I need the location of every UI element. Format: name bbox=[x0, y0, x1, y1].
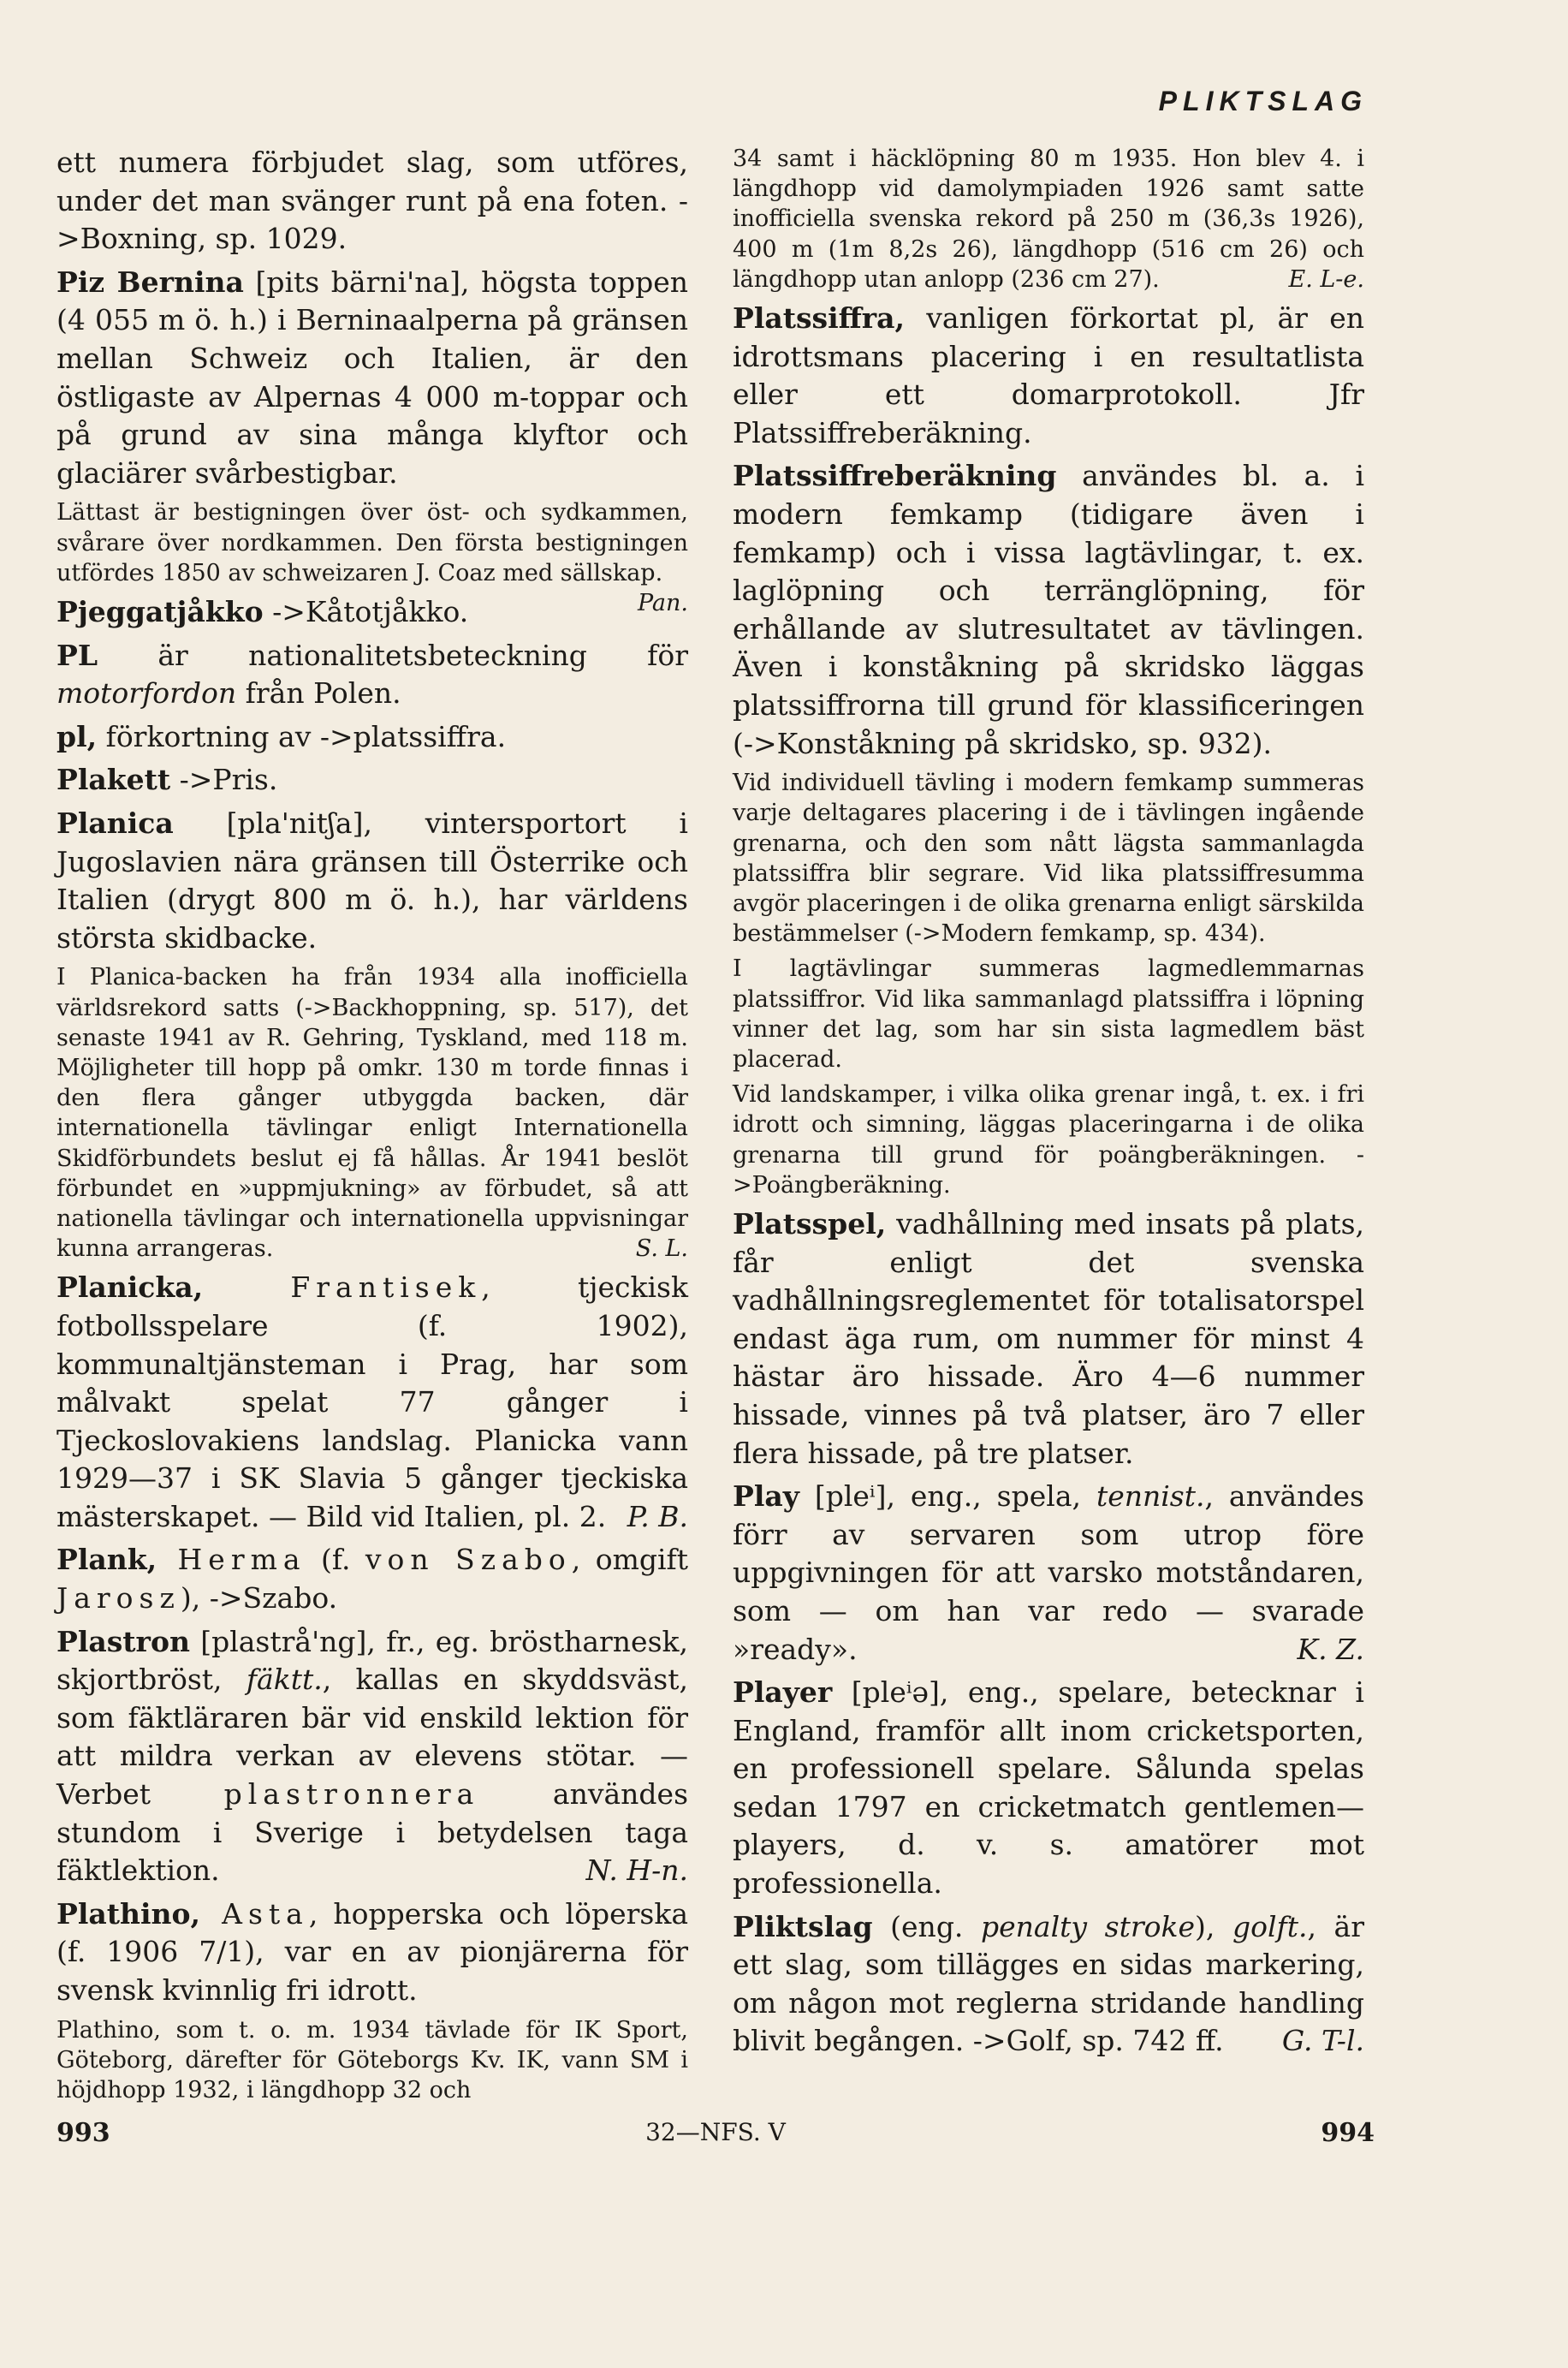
note-text: Plathino, som t. o. m. 1934 tävlade för IK Sport, Göteborg, därefter för Göteborgs Kv. IK, vann SM i höjdhopp 1932, i längdhopp 32 och bbox=[56, 2016, 688, 2104]
headword: Plakett bbox=[56, 763, 171, 797]
entry-text: , användes förr av servaren som utrop före uppgivningen för att varsko motståndaren, som — om han var redo — svarade »ready». bbox=[733, 1479, 1364, 1666]
entry-text: [pla'nitʃa], vintersportort i Jugoslavien nära gränsen till Österrike och Italien (drygt 800 m ö. h.), har världens största skidbacke. bbox=[56, 806, 688, 955]
entry-text: [pleⁱ], eng., spela, bbox=[799, 1479, 1096, 1514]
running-head: PLIKTSLAG bbox=[1158, 86, 1368, 116]
note-platssiffreberakning-3 bbox=[733, 1080, 1364, 1200]
entry-text: tjeckisk fotbollsspelare (f. 1902), kommunaltjänsteman i Prag, har som målvakt spelat 77 gånger i Tjeckoslovakiens landslag. Planicka vann 1929—37 i SK Slavia 5 gånger tjeckiska mästerskapet. — Bild vid Italien, pl. 2. bbox=[56, 1270, 688, 1533]
author-signature: E. L-e. bbox=[1288, 265, 1364, 293]
entry-text: ->Pris. bbox=[170, 763, 278, 797]
headword: Play bbox=[733, 1479, 799, 1514]
person-name: Herma bbox=[157, 1543, 306, 1577]
entry-text: ), bbox=[1195, 1909, 1232, 1943]
entry-text: (f. bbox=[306, 1543, 365, 1577]
entry-planicka bbox=[56, 1269, 688, 1536]
note-planica bbox=[56, 962, 688, 1264]
entry-text: användes stundom i Sverige i betydelsen taga fäktlektion. bbox=[56, 1777, 688, 1888]
headword: Plathino, bbox=[56, 1896, 200, 1931]
entry-text: , omgift bbox=[571, 1543, 689, 1577]
headword: Pjeggatjåkko bbox=[56, 594, 264, 628]
entry-text: ->Kåtotjåkko. bbox=[263, 594, 469, 628]
headword: Player bbox=[733, 1675, 833, 1710]
note-text: 34 samt i häcklöpning 80 m 1935. Hon blev 4. i längdhopp vid damolympiaden 1926 samt satte inofficiella svenska rekord på 250 m (36,3s 1926), 400 m (1m 8,2s 26), längdhopp (516 cm 26) och längdhopp utan anlopp (236 cm 27). bbox=[733, 146, 1364, 293]
author-signature: G. T-l. bbox=[1281, 2024, 1364, 2058]
entry-pl bbox=[56, 637, 688, 713]
entry-italic: golft. bbox=[1232, 1909, 1308, 1943]
right-column bbox=[733, 144, 1364, 2066]
author-signature: Pan. bbox=[637, 589, 688, 616]
note-plathino bbox=[56, 2015, 688, 2106]
entry-plank bbox=[56, 1541, 688, 1617]
entry-planica bbox=[56, 805, 688, 957]
page-number-left: 993 bbox=[56, 2118, 110, 2148]
entry-text: [plastrå'ng], fr., eg. bröstharnesk, skjortbröst, bbox=[56, 1624, 688, 1697]
entry-piz-bernina bbox=[56, 264, 688, 493]
entry-platsspel bbox=[733, 1205, 1364, 1473]
entry-text: är nationalitetsbeteckning för bbox=[98, 638, 688, 672]
person-name: Jarosz bbox=[56, 1581, 181, 1615]
headword: Platssiffra, bbox=[733, 301, 906, 336]
entry-text: (eng. bbox=[872, 1909, 982, 1943]
entry-italic: penalty stroke bbox=[981, 1909, 1195, 1943]
note-text: Vid individuell tävling i modern femkamp summeras varje deltagares placering i de i tävlingen ingående grenarna, och den som nått lägsta sammanlagda platssiffra blir segrare. Vid lika platssiffresumma avgör placeringen i de olika grenarna enligt särskilda bestämmelser (->Modern femkamp, sp. 434). bbox=[733, 770, 1364, 948]
note-text: I lagtävlingar summeras lagmedlemmarnas platssiffror. Vid lika sammanlagd platssiffra i löpning vinner det lag, som har sin sista lagmedlem bäst placerad. bbox=[733, 955, 1364, 1073]
author-signature: N. H-n. bbox=[585, 1853, 688, 1888]
entry-text: ), ->Szabo. bbox=[180, 1581, 338, 1615]
entry-italic: fäktt. bbox=[246, 1663, 323, 1697]
entry-play bbox=[733, 1478, 1364, 1669]
headword: Planicka, bbox=[56, 1270, 204, 1305]
left-column bbox=[56, 144, 688, 2110]
entry-text: [pits bärni'na], högsta toppen (4 055 m ö. h.) i Berninaalperna på gränsen mellan Schweiz och Italien, är den östligaste av Alpernas 4 000 m-toppar och på grund av sina många klyftor och glaciärer svårbestigbar. bbox=[56, 265, 688, 490]
entry-text: , kallas en skyddsväst, som fäktläraren bär vid enskild lektion för att mildra verkan av elevens stötar. — Verbet bbox=[56, 1663, 688, 1812]
entry-player bbox=[733, 1674, 1364, 1903]
entry-text: [pleⁱə], eng., spelare, betecknar i England, framför allt inom cricketsporten, en professionell spelare. Sålunda spelas sedan 1797 en cricketmatch gentlemen—players, d. v. s. amatörer mot professionella. bbox=[733, 1675, 1364, 1901]
entry-pl-abbrev bbox=[56, 718, 688, 757]
page-number-right: 994 bbox=[1321, 2118, 1375, 2148]
entry-plastron bbox=[56, 1623, 688, 1890]
headword: PL bbox=[56, 638, 98, 672]
headword: Platssiffreberäkning bbox=[733, 459, 1057, 493]
headword: Pliktslag bbox=[733, 1909, 873, 1943]
entry-italic: motorfordon bbox=[56, 676, 237, 711]
entry-text: , är ett slag, som tillägges en sidas markering, om någon mot reglerna stridande handling blivit begången. ->Golf, sp. 742 ff. bbox=[733, 1909, 1364, 2058]
note-text: Vid landskamper, i vilka olika grenar ingå, t. ex. i fri idrott och simning, läggas placeringarna i de olika grenarna till grund för poängberäkningen. ->Poängberäkning. bbox=[733, 1081, 1364, 1199]
entry-italic: tennist. bbox=[1096, 1479, 1205, 1514]
entry-platssiffra bbox=[733, 300, 1364, 452]
note-text: I Planica-backen ha från 1934 alla inofficiella världsrekord satts (->Backhoppning, sp. 517), det senaste 1941 av R. Gehring, Tyskland, med 118 m. Möjligheter till hopp på omkr. 130 m torde finnas i den flera gånger utbyggda backen, där internationella tävlingar enligt Internationella Skidförbundets beslut ej få hållas. År 1941 beslöt förbundet en »uppmjukning» av förbudet, så att nationella tävlingar och internationella uppvisningar kunna arrangeras. bbox=[56, 964, 688, 1263]
entry-text: användes bl. a. i modern femkamp (tidigare även i femkamp) och i vissa lagtävlingar, t. ex. laglöpning och terränglöpning, för erhållande av slutresultatet av tävlingen. Även i konståkning på skridsko läggas platssiffrorna till grund för klassificeringen (->Konståkning på skridsko, sp. 932). bbox=[733, 459, 1364, 760]
entry-continuation bbox=[56, 144, 688, 259]
page-footer bbox=[56, 2118, 1375, 2152]
entry-platssiffreberakning bbox=[733, 457, 1364, 763]
person-name: Asta bbox=[200, 1896, 309, 1931]
entry-pliktslag bbox=[733, 1908, 1364, 2061]
entry-text: , hopperska och löperska (f. 1906 7/1), var en av pionjärerna för svensk kvinnlig fri idrott. bbox=[56, 1896, 688, 2008]
note-plathino-continued bbox=[733, 144, 1364, 295]
headword: Planica bbox=[56, 806, 174, 840]
author-signature: S. L. bbox=[635, 1235, 688, 1263]
note-platssiffreberakning-2 bbox=[733, 954, 1364, 1074]
entry-text: ett numera förbjudet slag, som utföres, under det man svänger runt på ena foten. ->Boxning, sp. 1029. bbox=[56, 146, 688, 256]
author-signature: K. Z. bbox=[1297, 1632, 1364, 1666]
note-text: Lättast är bestigningen över öst- och sydkammen, svårare över nordkammen. Den första bestigningen utfördes 1850 av schweizaren J. Coaz med sällskap. bbox=[56, 499, 688, 586]
entry-text: förkortning av ->platssiffra. bbox=[97, 719, 507, 753]
note-platssiffreberakning-1 bbox=[733, 768, 1364, 949]
entry-text: vadhållning med insats på plats, får enligt det svenska vadhållningsreglementet för totalisatorspel endast äga rum, om nummer för minst 4 hästar äro hissade. Äro 4—6 nummer hissade, vinnes på två platser, äro 7 eller flera hissade, på tre platser. bbox=[733, 1206, 1364, 1470]
author-signature: P. B. bbox=[627, 1499, 688, 1533]
entry-text: från Polen. bbox=[236, 676, 401, 711]
entry-pjeggatjakko bbox=[56, 593, 688, 632]
headword: pl, bbox=[56, 719, 98, 753]
headword: Platsspel, bbox=[733, 1206, 887, 1241]
headword: Plank, bbox=[56, 1543, 157, 1577]
person-name: von Szabo bbox=[365, 1543, 572, 1577]
entry-plathino bbox=[56, 1895, 688, 2010]
entry-plakett bbox=[56, 761, 688, 800]
headword: Piz Bernina bbox=[56, 265, 244, 299]
printer-signature: 32—NFS. V bbox=[645, 2118, 786, 2146]
entry-text: vanligen förkortat pl, är en idrottsmans placering i en resultatlista eller ett domarprotokoll. Jfr Platssiffreberäkning. bbox=[733, 301, 1364, 449]
entry-spaced-word: plastronnera bbox=[223, 1777, 480, 1812]
person-name: Frantisek, bbox=[203, 1270, 496, 1305]
headword: Plastron bbox=[56, 1624, 190, 1658]
